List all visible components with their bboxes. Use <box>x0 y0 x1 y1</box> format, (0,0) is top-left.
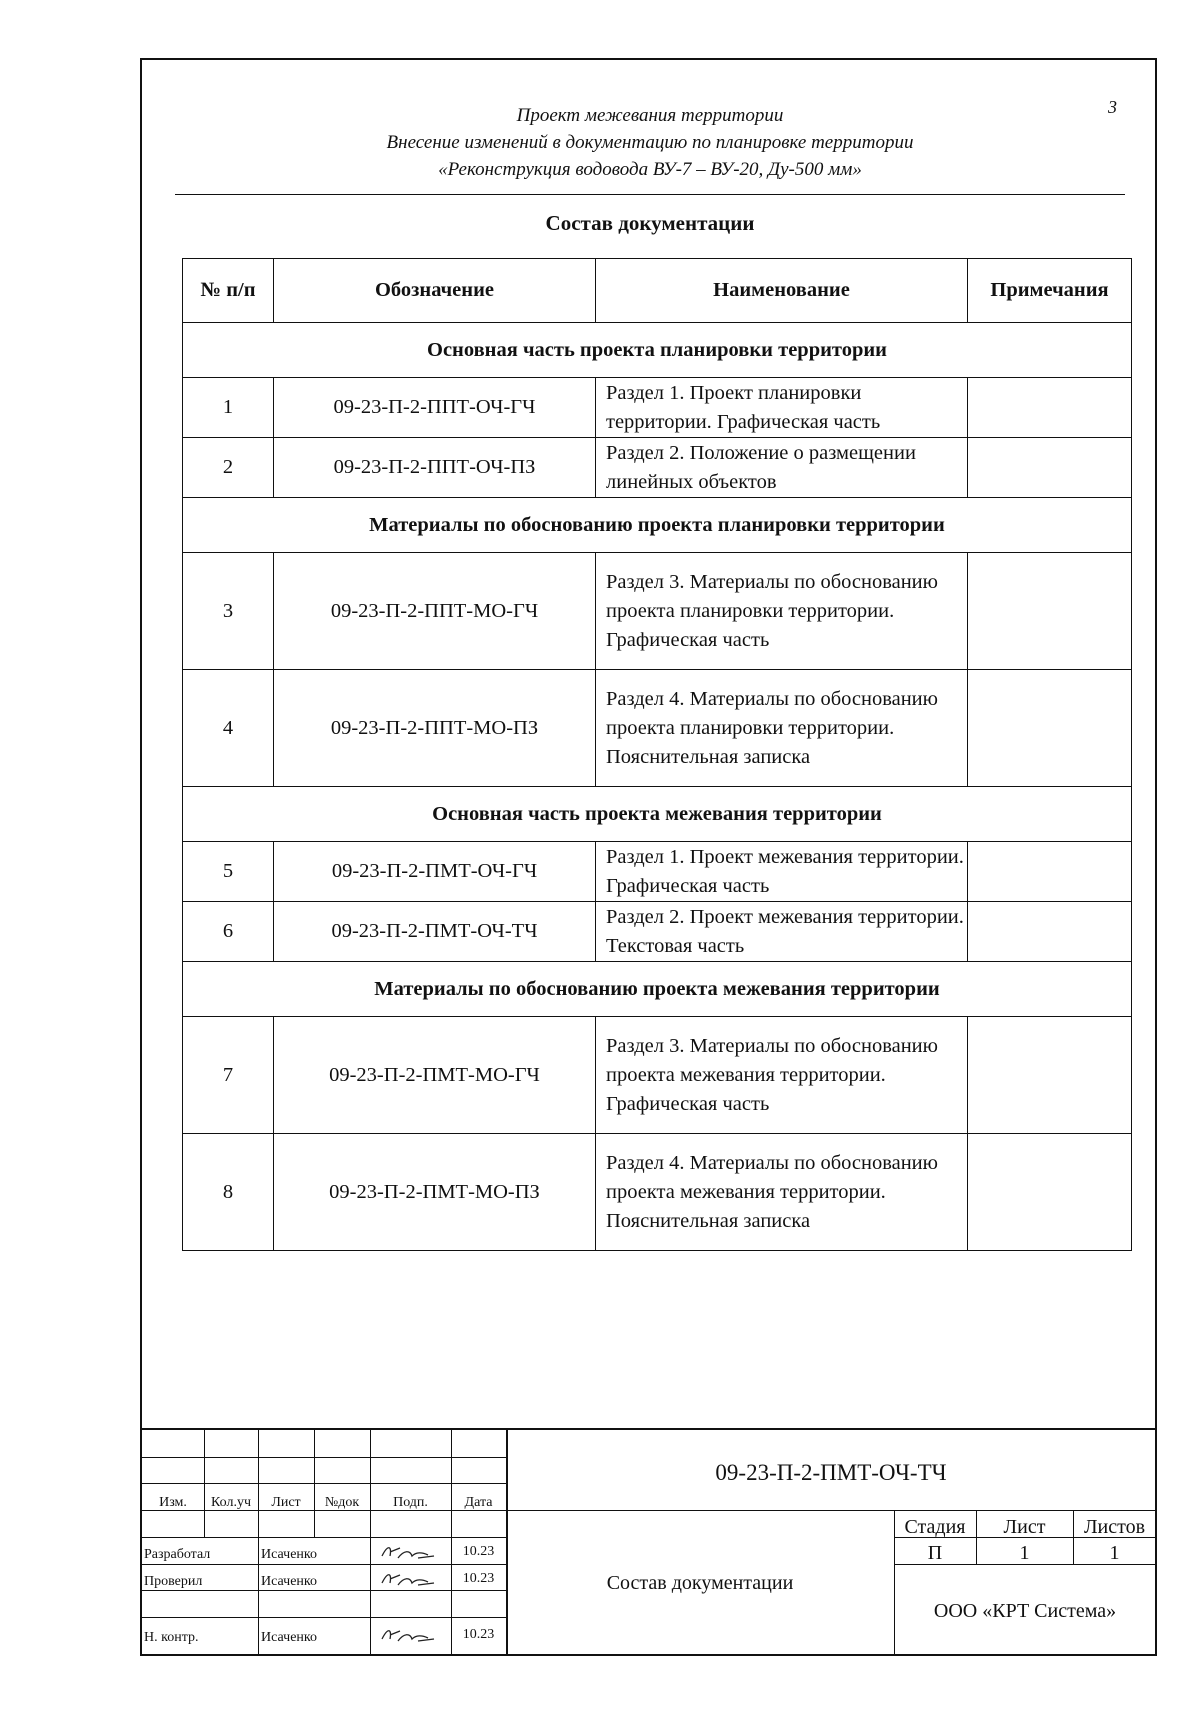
role-label: Н. контр. <box>144 1630 199 1645</box>
cell-name: Раздел 2. Проект межевания территории. Текстовая часть <box>596 902 968 962</box>
table-row <box>183 670 1132 787</box>
table-header-row <box>183 259 1132 323</box>
cell-num: 4 <box>183 670 274 787</box>
header-rule <box>175 194 1125 195</box>
cell-note <box>968 438 1132 498</box>
cell-note <box>968 842 1132 902</box>
title-block-line <box>451 1428 452 1655</box>
table-row <box>183 378 1132 438</box>
col-header-podp: Подп. <box>393 1495 428 1510</box>
sheets-value: 1 <box>1109 1542 1120 1564</box>
page-title: Состав документации <box>545 211 755 235</box>
table-row <box>183 553 1132 670</box>
cell-num: 5 <box>183 842 274 902</box>
section-row <box>183 323 1132 378</box>
table-row <box>183 438 1132 498</box>
col-header-data: Дата <box>464 1495 493 1510</box>
document-code: 09-23-П-2-ПМТ-ОЧ-ТЧ <box>715 1460 947 1485</box>
header-note: Примечания <box>968 259 1132 323</box>
page-number: 3 <box>1108 97 1117 117</box>
section-title: Основная часть проекта межевания территории <box>183 787 1132 842</box>
cell-code: 09-23-П-2-ПМТ-МО-ПЗ <box>274 1134 596 1251</box>
cell-code: 09-23-П-2-ППТ-МО-ГЧ <box>274 553 596 670</box>
organization-name: ООО «КРТ Система» <box>933 1600 1117 1622</box>
signature-image <box>378 1540 438 1562</box>
cell-name: Раздел 2. Положение о размещении линейных объектов <box>596 438 968 498</box>
signature-image <box>378 1567 438 1589</box>
stage-value: П <box>927 1542 943 1564</box>
cell-name: Раздел 4. Материалы по обоснованию проекта планировки территории. Пояснительная записка <box>596 670 968 787</box>
cell-num: 8 <box>183 1134 274 1251</box>
role-date: 10.23 <box>462 1544 495 1559</box>
role-name: Исаченко <box>261 1630 317 1645</box>
section-row <box>183 498 1132 553</box>
document-header <box>175 102 1125 183</box>
cell-num: 3 <box>183 553 274 670</box>
document-name: Состав документации <box>606 1572 794 1594</box>
sheet-value: 1 <box>1019 1542 1030 1564</box>
cell-code: 09-23-П-2-ПМТ-МО-ГЧ <box>274 1017 596 1134</box>
table-row <box>183 902 1132 962</box>
cell-num: 6 <box>183 902 274 962</box>
table-row <box>183 1134 1132 1251</box>
cell-code: 09-23-П-2-ПМТ-ОЧ-ГЧ <box>274 842 596 902</box>
cell-num: 2 <box>183 438 274 498</box>
cell-name: Раздел 3. Материалы по обоснованию проекта планировки территории. Графическая часть <box>596 553 968 670</box>
table-body <box>183 323 1132 1251</box>
col-header-izm: Изм. <box>159 1495 187 1510</box>
sheet-label: Лист <box>1003 1516 1046 1538</box>
section-row <box>183 787 1132 842</box>
stage-label: Стадия <box>904 1516 966 1538</box>
cell-name: Раздел 4. Материалы по обоснованию проекта межевания территории. Пояснительная записка <box>596 1134 968 1251</box>
cell-code: 09-23-П-2-ПМТ-ОЧ-ТЧ <box>274 902 596 962</box>
header-name: Наименование <box>596 259 968 323</box>
section-row <box>183 962 1132 1017</box>
cell-note <box>968 553 1132 670</box>
role-date: 10.23 <box>462 1627 495 1642</box>
title-block-line <box>258 1537 259 1655</box>
section-title: Основная часть проекта планировки территории <box>183 323 1132 378</box>
role-label: Проверил <box>144 1574 203 1589</box>
section-title: Материалы по обоснованию проекта планировки территории <box>183 498 1132 553</box>
cell-name: Раздел 1. Проект планировки территории. Графическая часть <box>596 378 968 438</box>
title-block-line <box>204 1428 205 1537</box>
cell-num: 1 <box>183 378 274 438</box>
role-name: Исаченко <box>261 1574 317 1589</box>
cell-note <box>968 1017 1132 1134</box>
section-title: Материалы по обоснованию проекта межевания территории <box>183 962 1132 1017</box>
cell-code: 09-23-П-2-ППТ-ОЧ-ПЗ <box>274 438 596 498</box>
cell-note <box>968 670 1132 787</box>
sheets-label: Листов <box>1083 1516 1146 1538</box>
title-block-line <box>314 1428 315 1537</box>
documentation-table <box>182 258 1132 1251</box>
cell-note <box>968 378 1132 438</box>
col-header-list: Лист <box>271 1495 301 1510</box>
title-block-line <box>370 1428 371 1655</box>
cell-name: Раздел 3. Материалы по обоснованию проекта межевания территории. Графическая часть <box>596 1017 968 1134</box>
cell-note <box>968 1134 1132 1251</box>
title-block-top-border <box>141 1428 1156 1430</box>
title-block-middle-line <box>506 1510 1156 1511</box>
header-line-1: Проект межевания территории <box>516 105 784 126</box>
role-date: 10.23 <box>462 1571 495 1586</box>
header-code: Обозначение <box>274 259 596 323</box>
header-num: № п/п <box>183 259 274 323</box>
cell-code: 09-23-П-2-ППТ-МО-ПЗ <box>274 670 596 787</box>
cell-code: 09-23-П-2-ППТ-ОЧ-ГЧ <box>274 378 596 438</box>
cell-num: 7 <box>183 1017 274 1134</box>
signature-image <box>378 1623 438 1645</box>
cell-note <box>968 902 1132 962</box>
cell-name: Раздел 1. Проект межевания территории. Графическая часть <box>596 842 968 902</box>
table-row <box>183 842 1132 902</box>
header-line-3: «Реконструкция водовода ВУ-7 – ВУ-20, Ду-500 мм» <box>438 159 862 180</box>
table-row <box>183 1017 1132 1134</box>
header-line-2: Внесение изменений в документацию по планировке территории <box>386 132 914 153</box>
role-name: Исаченко <box>261 1547 317 1562</box>
title-block-line <box>258 1428 259 1537</box>
col-header-kol: Кол.уч <box>211 1495 251 1510</box>
col-header-ndok: №док <box>324 1495 360 1510</box>
role-label: Разработал <box>144 1547 211 1562</box>
